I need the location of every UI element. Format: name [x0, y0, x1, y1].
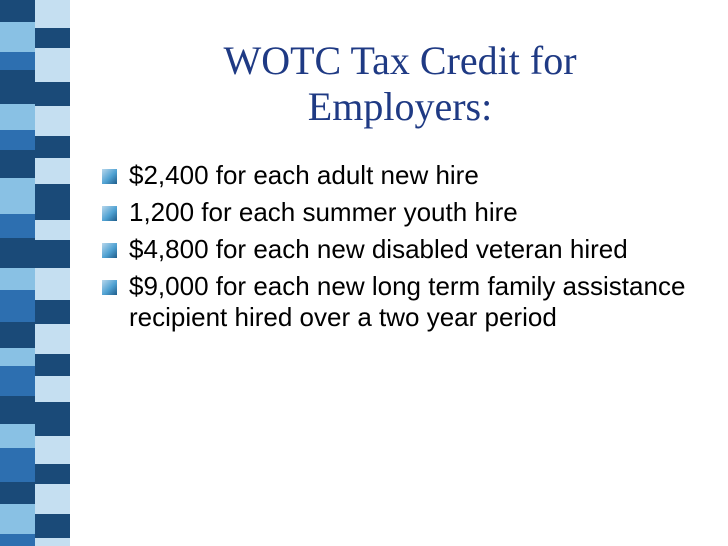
square-bullet-icon [102, 243, 117, 258]
stripe-block [35, 436, 70, 464]
stripe-column-right [35, 0, 70, 546]
square-bullet-icon [102, 206, 117, 221]
stripe-block [0, 534, 35, 546]
title-line-1: WOTC Tax Credit for [223, 38, 577, 83]
stripe-block [35, 484, 70, 514]
stripe-block [35, 184, 70, 220]
stripe-block [0, 290, 35, 322]
stripe-block [35, 48, 70, 82]
stripe-column-left [0, 0, 35, 546]
stripe-block [0, 178, 35, 214]
stripe-block [0, 448, 35, 482]
stripe-block [0, 70, 35, 104]
stripe-block [0, 482, 35, 504]
bullet-text: $2,400 for each adult new hire [129, 160, 479, 190]
stripe-block [0, 268, 35, 290]
stripe-block [0, 104, 35, 130]
stripe-block [35, 464, 70, 484]
stripe-block [35, 514, 70, 538]
bullet-list [100, 160, 700, 339]
stripe-block [35, 324, 70, 354]
stripe-block [0, 52, 35, 70]
stripe-block [0, 0, 35, 22]
stripe-block [35, 376, 70, 402]
bullet-item [100, 160, 700, 191]
slide-title [120, 38, 680, 130]
stripe-block [35, 240, 70, 268]
stripe-block [0, 22, 35, 52]
stripe-block [0, 322, 35, 348]
bullet-item [100, 234, 700, 265]
stripe-block [0, 130, 35, 150]
stripe-block [35, 106, 70, 136]
stripe-block [35, 28, 70, 48]
square-bullet-icon [102, 280, 117, 295]
stripe-block [35, 402, 70, 436]
stripe-block [35, 300, 70, 324]
stripe-block [35, 82, 70, 106]
title-line-2: Employers: [307, 84, 493, 129]
stripe-block [0, 424, 35, 448]
stripe-block [35, 538, 70, 546]
bullet-item [100, 271, 700, 333]
bullet-text: 1,200 for each summer youth hire [129, 197, 518, 227]
stripe-block [0, 396, 35, 424]
stripe-block [35, 0, 70, 28]
stripe-block [0, 504, 35, 534]
square-bullet-icon [102, 169, 117, 184]
stripe-block [0, 366, 35, 396]
stripe-block [35, 268, 70, 300]
bullet-item [100, 197, 700, 228]
stripe-block [35, 354, 70, 376]
stripe-block [35, 220, 70, 240]
stripe-block [0, 150, 35, 178]
stripe-block [0, 348, 35, 366]
stripe-block [0, 214, 35, 238]
bullet-text: $9,000 for each new long term family assistance recipient hired over a two year period [129, 271, 686, 332]
decorative-stripe-panel [0, 0, 70, 546]
stripe-block [35, 136, 70, 158]
stripe-block [35, 158, 70, 184]
stripe-block [0, 238, 35, 268]
bullet-text: $4,800 for each new disabled veteran hired [129, 234, 628, 264]
